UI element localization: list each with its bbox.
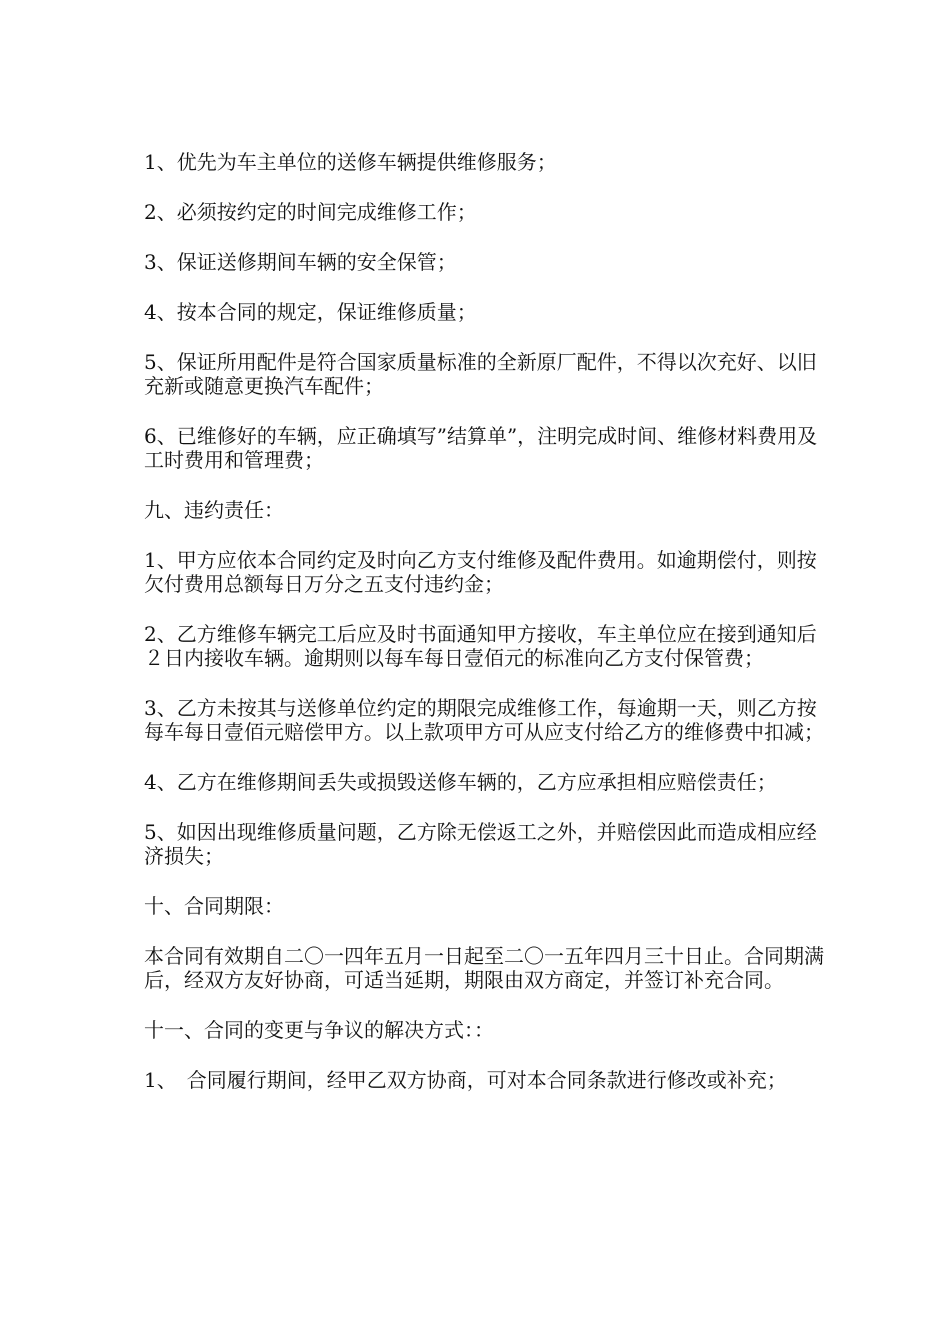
clause-paragraph: 本合同有效期自二〇一四年五月一日起至二〇一五年四月三十日止。合同期满后，经双方友好协商，可适当延期，期限由双方商定，并签订补充合同。: [144, 944, 824, 992]
clause-paragraph: 2、乙方维修车辆完工后应及时书面通知甲方接收，车主单位应在接到通知后２日内接收车辆。逾期则以每车每日壹佰元的标准向乙方支付保管费；: [144, 622, 817, 670]
clause-paragraph: 6、已维修好的车辆，应正确填写”结算单”，注明完成时间、维修材料费用及工时费用和管理费；: [144, 424, 818, 472]
clause-paragraph: 1、优先为车主单位的送修车辆提供维修服务；: [144, 150, 557, 174]
clause-paragraph: 1、 合同履行期间，经甲乙双方协商，可对本合同条款进行修改或补充；: [144, 1068, 787, 1092]
clause-paragraph: 2、必须按约定的时间完成维修工作；: [144, 200, 477, 224]
document-body: [144, 150, 834, 1118]
clause-paragraph: 3、乙方未按其与送修单位约定的期限完成维修工作，每逾期一天，则乙方按每车每日壹佰元赔偿甲方。以上款项甲方可从应支付给乙方的维修费中扣减；: [144, 696, 824, 744]
section-heading: 十一、合同的变更与争议的解决方式：：: [144, 1018, 494, 1042]
clause-paragraph: 3、保证送修期间车辆的安全保管；: [144, 250, 457, 274]
clause-paragraph: 5、保证所用配件是符合国家质量标准的全新原厂配件，不得以次充好、以旧充新或随意更换汽车配件；: [144, 350, 817, 398]
clause-paragraph: 5、如因出现维修质量问题，乙方除无偿返工之外，并赔偿因此而造成相应经济损失；: [144, 820, 817, 868]
clause-paragraph: 4、乙方在维修期间丢失或损毁送修车辆的，乙方应承担相应赔偿责任；: [144, 770, 777, 794]
clause-paragraph: 1、甲方应依本合同约定及时向乙方支付维修及配件费用。如逾期偿付，则按欠付费用总额每日万分之五支付违约金；: [144, 548, 817, 596]
section-heading: 九、违约责任：: [144, 498, 284, 522]
clause-paragraph: 4、按本合同的规定，保证维修质量；: [144, 300, 477, 324]
section-heading: 十、合同期限：: [144, 894, 284, 918]
